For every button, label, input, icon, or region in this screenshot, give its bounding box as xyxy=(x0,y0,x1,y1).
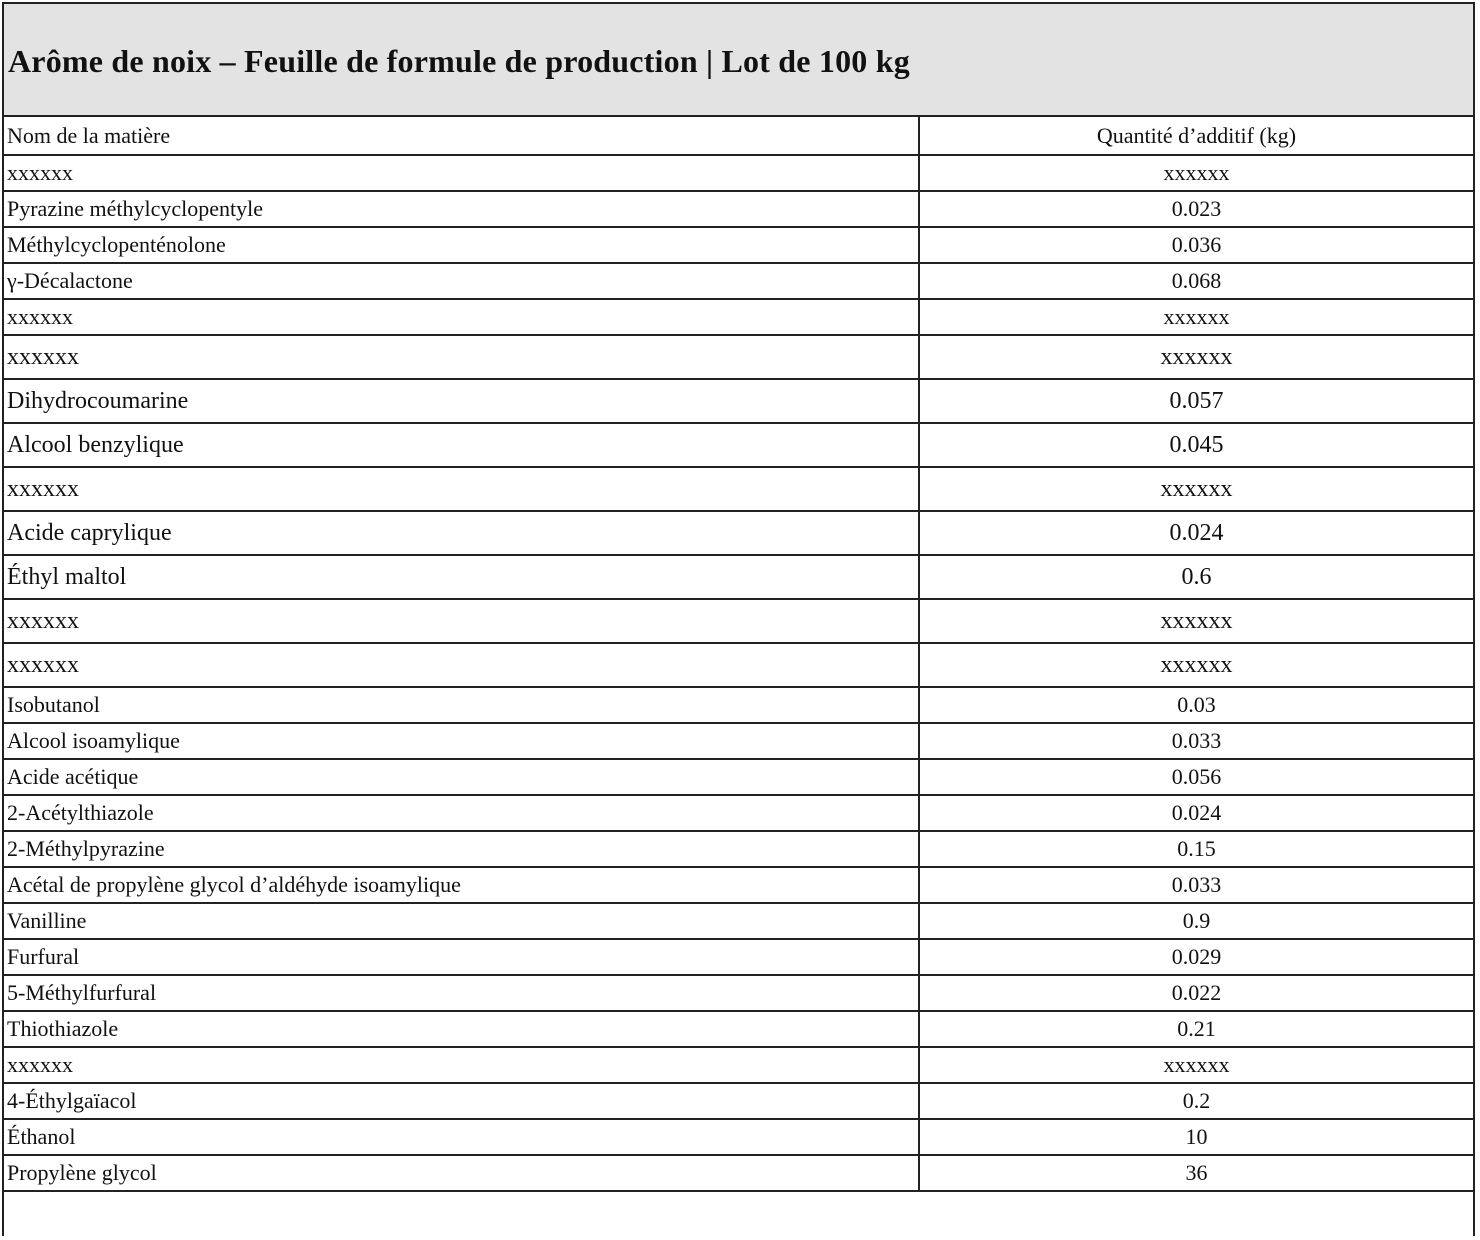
additive-quantity: 0.2 xyxy=(919,1083,1473,1119)
additive-quantity: xxxxxx xyxy=(919,335,1473,379)
additive-quantity: 10 xyxy=(919,1119,1473,1155)
table-row xyxy=(4,939,1473,975)
table-row xyxy=(4,379,1473,423)
table-row xyxy=(4,1047,1473,1083)
additive-quantity: 0.045 xyxy=(919,423,1473,467)
additive-quantity: 0.03 xyxy=(919,687,1473,723)
material-name: xxxxxx xyxy=(4,599,919,643)
table-row xyxy=(4,867,1473,903)
additive-quantity: 0.068 xyxy=(919,263,1473,299)
additive-quantity: 0.024 xyxy=(919,795,1473,831)
material-name: xxxxxx xyxy=(4,335,919,379)
material-name: Vanilline xyxy=(4,903,919,939)
material-name: Alcool benzylique xyxy=(4,423,919,467)
additive-quantity: 0.036 xyxy=(919,227,1473,263)
additive-quantity: xxxxxx xyxy=(919,155,1473,191)
material-name: Acide acétique xyxy=(4,759,919,795)
additive-quantity: 0.21 xyxy=(919,1011,1473,1047)
additive-quantity: 0.033 xyxy=(919,867,1473,903)
table-row xyxy=(4,795,1473,831)
material-name: 5-Méthylfurfural xyxy=(4,975,919,1011)
additive-quantity: 0.024 xyxy=(919,511,1473,555)
table-row xyxy=(4,599,1473,643)
material-name: xxxxxx xyxy=(4,643,919,687)
table-row xyxy=(4,1011,1473,1047)
additive-quantity: xxxxxx xyxy=(919,643,1473,687)
additive-quantity: 0.15 xyxy=(919,831,1473,867)
material-name: Furfural xyxy=(4,939,919,975)
additive-quantity: xxxxxx xyxy=(919,1047,1473,1083)
material-name: 2-Méthylpyrazine xyxy=(4,831,919,867)
table-row xyxy=(4,299,1473,335)
material-name: Propylène glycol xyxy=(4,1155,919,1191)
table-row xyxy=(4,191,1473,227)
table-row xyxy=(4,227,1473,263)
material-name: Éthanol xyxy=(4,1119,919,1155)
table-row xyxy=(4,1083,1473,1119)
material-name: 4-Éthylgaïacol xyxy=(4,1083,919,1119)
material-name: Pyrazine méthylcyclopentyle xyxy=(4,191,919,227)
additive-quantity: 0.023 xyxy=(919,191,1473,227)
formula-sheet xyxy=(2,2,1475,1236)
sheet-title: Arôme de noix – Feuille de formule de production | Lot de 100 kg xyxy=(8,43,910,79)
material-name: Dihydrocoumarine xyxy=(4,379,919,423)
material-name: γ-Décalactone xyxy=(4,263,919,299)
additive-quantity: xxxxxx xyxy=(919,467,1473,511)
table-row xyxy=(4,759,1473,795)
additive-quantity: 0.6 xyxy=(919,555,1473,599)
table-row xyxy=(4,335,1473,379)
table-row xyxy=(4,903,1473,939)
table-row xyxy=(4,1155,1473,1191)
table-row xyxy=(4,511,1473,555)
table-row xyxy=(4,723,1473,759)
material-name: 2-Acétylthiazole xyxy=(4,795,919,831)
table-row xyxy=(4,831,1473,867)
additive-quantity: 0.033 xyxy=(919,723,1473,759)
table-row xyxy=(4,467,1473,511)
formula-table xyxy=(4,117,1473,1192)
table-row xyxy=(4,975,1473,1011)
material-name: Acétal de propylène glycol d’aldéhyde isoamylique xyxy=(4,867,919,903)
material-name: Thiothiazole xyxy=(4,1011,919,1047)
additive-quantity: 0.022 xyxy=(919,975,1473,1011)
table-row xyxy=(4,555,1473,599)
material-name: xxxxxx xyxy=(4,155,919,191)
table-row xyxy=(4,423,1473,467)
title-bar xyxy=(4,4,1473,117)
table-row xyxy=(4,263,1473,299)
material-name: xxxxxx xyxy=(4,299,919,335)
table-row xyxy=(4,687,1473,723)
material-name: Éthyl maltol xyxy=(4,555,919,599)
header-material-name: Nom de la matière xyxy=(4,117,919,155)
additive-quantity: 0.029 xyxy=(919,939,1473,975)
additive-quantity: 0.057 xyxy=(919,379,1473,423)
additive-quantity: 0.9 xyxy=(919,903,1473,939)
material-name: Alcool isoamylique xyxy=(4,723,919,759)
additive-quantity: 0.056 xyxy=(919,759,1473,795)
additive-quantity: 36 xyxy=(919,1155,1473,1191)
additive-quantity: xxxxxx xyxy=(919,599,1473,643)
material-name: Méthylcyclopenténolone xyxy=(4,227,919,263)
material-name: xxxxxx xyxy=(4,1047,919,1083)
table-row xyxy=(4,643,1473,687)
table-row xyxy=(4,155,1473,191)
table-header-row xyxy=(4,117,1473,155)
material-name: Acide caprylique xyxy=(4,511,919,555)
table-row xyxy=(4,1119,1473,1155)
material-name: Isobutanol xyxy=(4,687,919,723)
additive-quantity: xxxxxx xyxy=(919,299,1473,335)
material-name: xxxxxx xyxy=(4,467,919,511)
header-additive-quantity: Quantité d’additif (kg) xyxy=(919,117,1473,155)
